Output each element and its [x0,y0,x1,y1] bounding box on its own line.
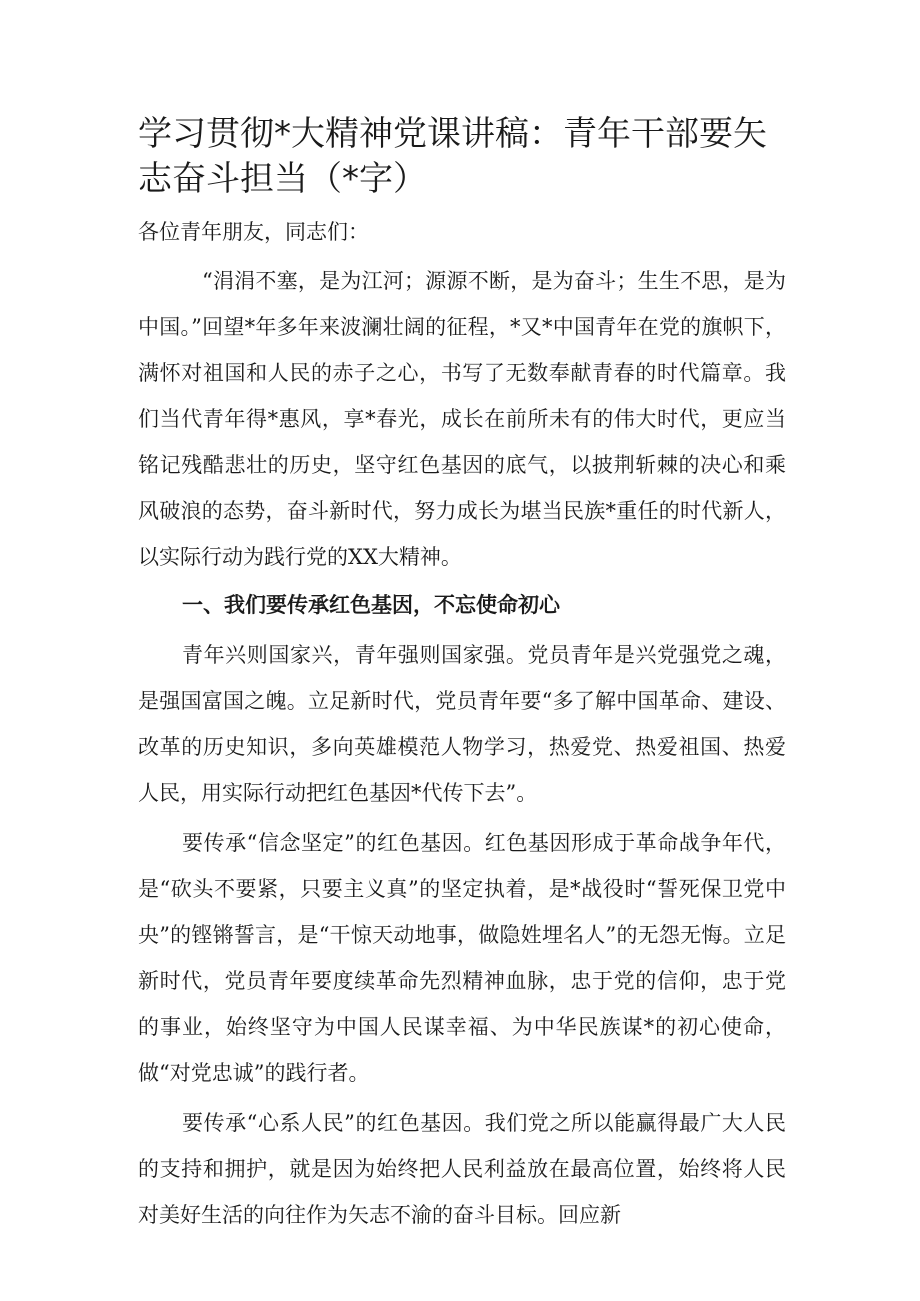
intro-paragraph: “涓涓不塞，是为江河；源源不断，是为奋斗；生生不思，是为中国。”回望*年多年来波澜壮阔的征程，*又*中国青年在党的旗帜下，满怀对祖国和人民的赤子之心，书写了无数奉献青春的时代篇章。我们当代青年得*惠风，享*春光，成长在前所未有的伟大时代，更应当铭记残酷悲壮的历史，坚守红色基因的底气，以披荆斩棘的决心和乘风破浪的态势，奋斗新时代，努力成长为堪当民族*重任的时代新人，以实际行动为践行党的XX大精神。 [138,269,786,569]
section-paragraph-3: 要传承“心系人民”的红色基因。我们党之所以能赢得最广大人民的支持和拥护，就是因为始终把人民利益放在最高位置，始终将人民对美好生活的向往作为矢志不渝的奋斗目标。回应新 [138,1111,786,1227]
document-title: 学习贯彻*大精神党课讲稿：青年干部要矢志奋斗担当（*字） [138,114,767,199]
greeting-line: 各位青年朋友，同志们： [138,220,369,244]
document-body [138,112,786,1238]
section-paragraph-1: 青年兴则国家兴，青年强则国家强。党员青年是兴党强党之魂，是强国富国之魄。立足新时代，党员青年要“多了解中国革命、建设、改革的历史知识，多向英雄模范人物学习，热爱党、热爱祖国、热爱人民，用实际行动把红色基因*代传下去”。 [138,643,786,805]
section-paragraph-2: 要传承“信念坚定”的红色基因。红色基因形成于革命战争年代，是“砍头不要紧，只要主义真”的坚定执着，是*战役时“誓死保卫党中央”的铿锵誓言，是“干惊天动地事，做隐姓埋名人”的无怨无悔。立足新时代，党员青年要度续革命先烈精神血脉，忠于党的信仰，忠于党的事业，始终坚守为中国人民谋幸福、为中华民族谋*的初心使命，做“对党忠诚”的践行者。 [138,831,786,1085]
section-heading: 一、我们要传承红色基因，不忘使命初心 [182,593,560,617]
